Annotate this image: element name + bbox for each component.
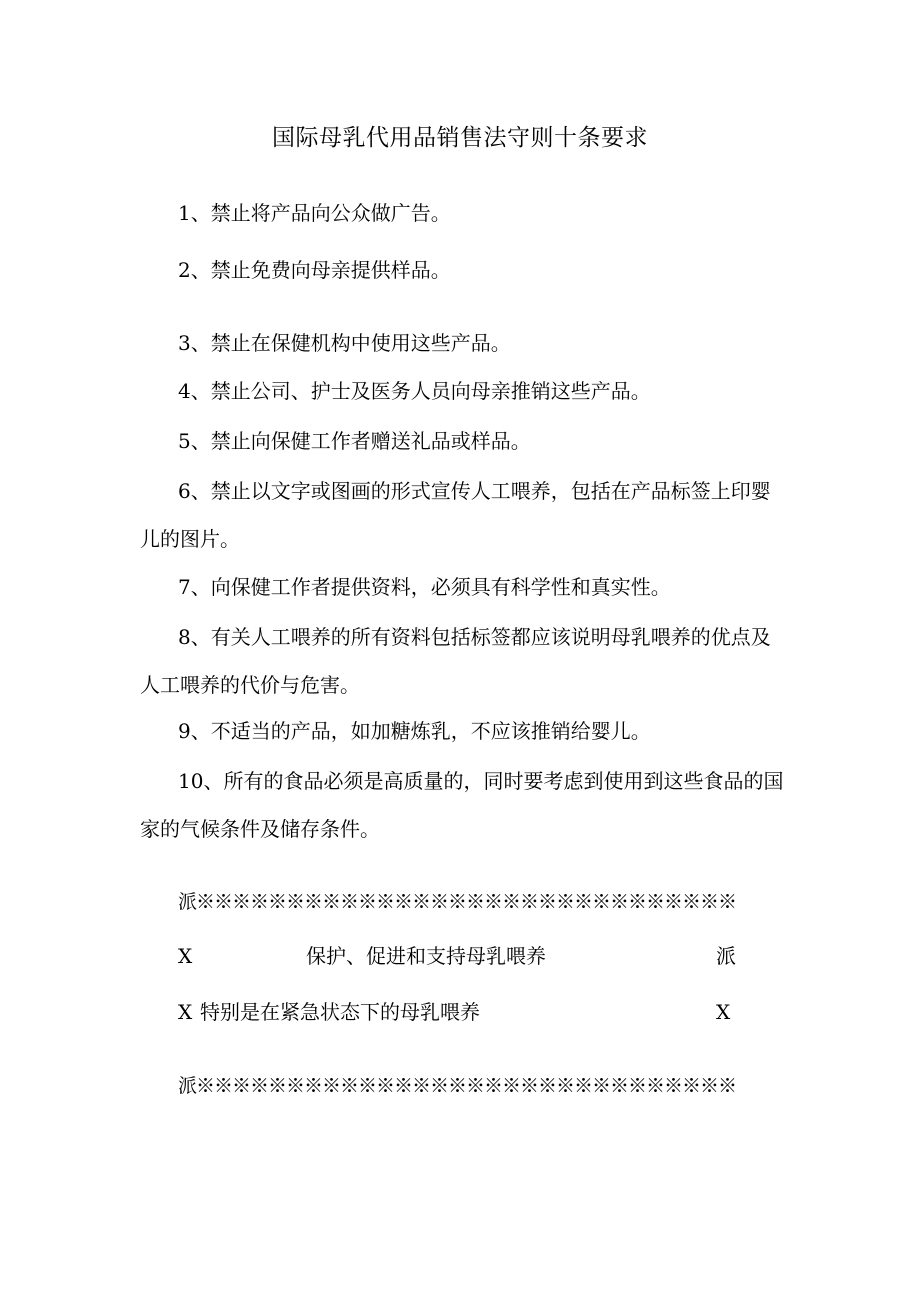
slogan-line2-text: 特别是在紧急状态下的母乳喂养: [200, 1000, 480, 1024]
rule-item-5: 5、禁止向保健工作者赠送礼品或样品。: [178, 429, 531, 453]
rule-item-4: 4、禁止公司、护士及医务人员向母亲推销这些产品。: [178, 379, 651, 403]
slogan-bottom-border: 派※※※※※※※※※※※※※※※※※※※※※※※※※※※※※※: [178, 1075, 737, 1097]
rule-item-7: 7、向保健工作者提供资料，必须具有科学性和真实性。: [178, 575, 671, 599]
rule-item-1: 1、禁止将产品向公众做广告。: [178, 201, 451, 225]
rule-item-8: 8、有关人工喂养的所有资料包括标签都应该说明母乳喂养的优点及人工喂养的代价与危害。: [140, 625, 771, 697]
slogan-line1-right-mark: 派: [716, 944, 736, 968]
rule-item-3: 3、禁止在保健机构中使用这些产品。: [178, 331, 511, 355]
slogan-line1-left-mark: X: [178, 944, 193, 968]
rule-item-6: 6、禁止以文字或图画的形式宣传人工喂养，包括在产品标签上印婴儿的图片。: [140, 479, 771, 551]
rule-item-10: 10、所有的食品必须是高质量的，同时要考虑到使用到这些食品的国家的气候条件及储存条件。: [140, 769, 784, 841]
slogan-line1-text: 保护、促进和支持母乳喂养: [306, 944, 546, 968]
document-title: 国际母乳代用品销售法守则十条要求: [272, 125, 648, 151]
slogan-line2-right-mark: X: [716, 1000, 731, 1024]
slogan-top-border: 派※※※※※※※※※※※※※※※※※※※※※※※※※※※※※※: [178, 891, 737, 913]
slogan-line2-left-mark: X: [178, 1000, 193, 1024]
rule-item-9: 9、不适当的产品，如加糖炼乳，不应该推销给婴儿。: [178, 719, 651, 743]
rule-item-2: 2、禁止免费向母亲提供样品。: [178, 258, 451, 282]
